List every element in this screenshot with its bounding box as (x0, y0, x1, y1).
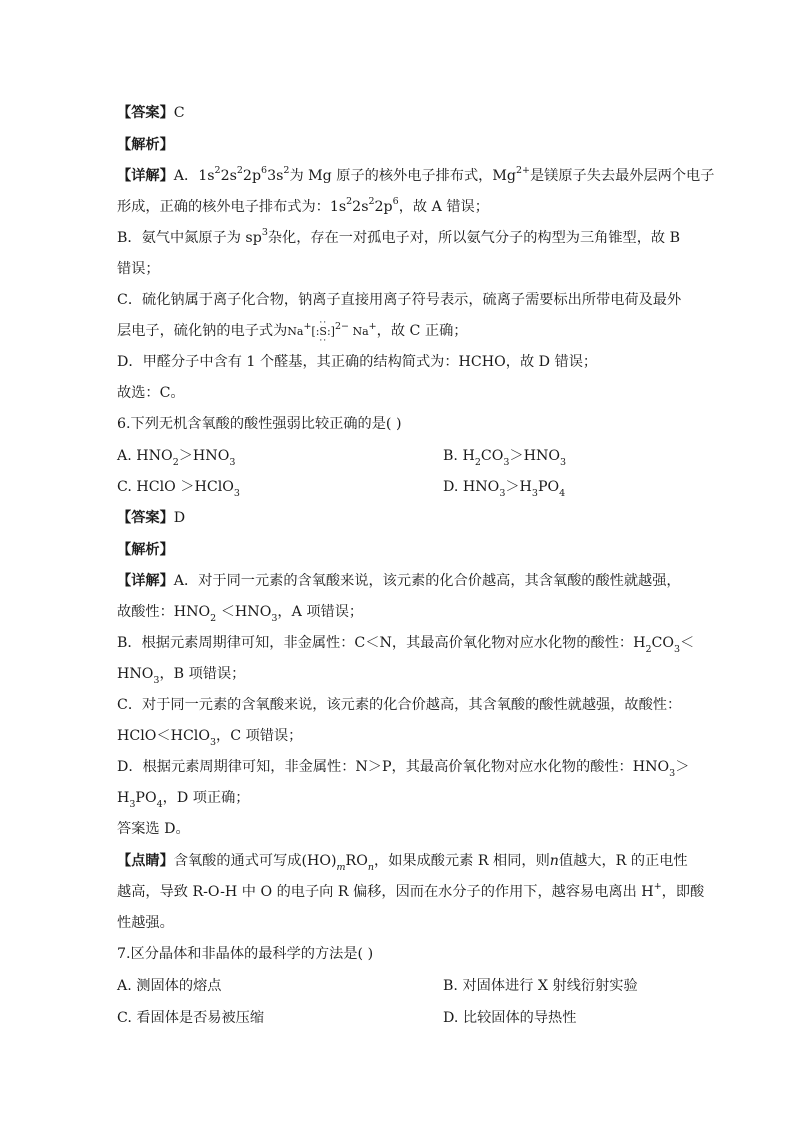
q6-answer-line: 【答案】D (117, 510, 186, 526)
q6-detail-a-line2: 故酸性：$HNO_2 <HNO_3$，A 项错误； (117, 604, 364, 624)
electron-formula: Na+[:·· S ··:]$^{2-}$ Na+ (287, 325, 376, 338)
q5-detail-b-line2: 错误； (117, 261, 160, 277)
q6-analysis-tag: 【解析】 (117, 542, 174, 558)
q6-option-a: A. $HNO_2>HNO_3$ (117, 448, 236, 468)
q7-option-b: B. 对固体进行 X 射线衍射实验 (443, 978, 638, 994)
q5-detail-a-line1: 【详解】A．$1s^22s^22p^63s^2$为 Mg 原子的核外电子排布式，$Mg^{2+}$是镁原子失去最外层两个电子 (117, 165, 715, 184)
q6-detail-a-line1: 【详解】A．对于同一元素的含氧酸来说，该元素的化合价越高，其含氧酸的酸性就越强， (117, 573, 681, 589)
q6-tip-line3: 性越强。 (117, 915, 174, 931)
q6-tip-line1: 【点睛】含氧酸的通式可写成$(HO)_mRO_n$，如果成酸元素 R 相同，则n值越大，R 的正电性 (117, 853, 688, 873)
q7-option-c: C. 看固体是否易被压缩 (117, 1010, 265, 1026)
q7-stem: 7.区分晶体和非晶体的最科学的方法是( ) (117, 946, 374, 962)
q5-detail-b-line1: B．氨气中氮原子为 $sp^3$杂化，存在一对孤电子对，所以氨气分子的构型为三角锥型，故 B (117, 227, 681, 246)
q5-choose: 故选：C。 (117, 385, 185, 401)
q6-stem: 6.下列无机含氧酸的酸性强弱比较正确的是( ) (117, 416, 402, 432)
q5-analysis-tag: 【解析】 (117, 137, 174, 153)
q5-detail-a-line2: 形成，正确的核外电子排布式为：$1s^22s^22p^6$，故 A 错误； (117, 196, 489, 215)
q7-option-a: A. 测固体的熔点 (117, 978, 222, 994)
q6-detail-c-line1: C．对于同一元素的含氧酸来说，该元素的化合价越高，其含氧酸的酸性就越强，故酸性： (117, 697, 682, 713)
q5-detail-c-line2: 层电子，硫化钠的电子式为Na+[:·· S ··:]$^{2-}$ Na+，故 C 正确； (117, 321, 467, 342)
q6-choose: 答案选 D。 (117, 821, 190, 837)
q6-option-d: D. $HNO_3>H_3PO_4$ (443, 479, 566, 499)
q6-detail-b-line2: $HNO_3$，B 项错误； (117, 666, 246, 686)
q6-detail-c-line2: HClO＜HClO$_3$，C 项错误； (117, 728, 303, 748)
q5-detail-c-line1: C．硫化钠属于离子化合物，钠离子直接用离子符号表示，硫离子需要标出所带电荷及最外 (117, 292, 682, 308)
q6-detail-d-line2: $H_3PO_4$，D 项正确； (117, 790, 250, 810)
q6-option-b: B. $H_2CO_3>HNO_3$ (443, 448, 567, 468)
q6-detail-b-line1: B．根据元素周期律可知，非金属性：C＜N，其最高价氧化物对应水化物的酸性：$H_2CO_3<$ (117, 635, 695, 655)
q5-detail-d-line1: D．甲醛分子中含有 1 个醛基，其正确的结构简式为：HCHO，故 D 错误； (117, 354, 598, 370)
q6-option-c: C. HClO ＞HClO$_3$ (117, 479, 240, 499)
q6-tip-line2: 越高，导致 R-O-H 中 O 的电子向 R 偏移，因而在水分子的作用下，越容易电离出 H+，即酸 (117, 881, 705, 900)
q7-option-d: D. 比较固体的导热性 (443, 1010, 577, 1026)
q5-answer-line: 【答案】C (117, 105, 185, 121)
q6-detail-d-line1: D．根据元素周期律可知，非金属性：N＞P，其最高价氧化物对应水化物的酸性：$HNO_3>$ (117, 759, 690, 779)
